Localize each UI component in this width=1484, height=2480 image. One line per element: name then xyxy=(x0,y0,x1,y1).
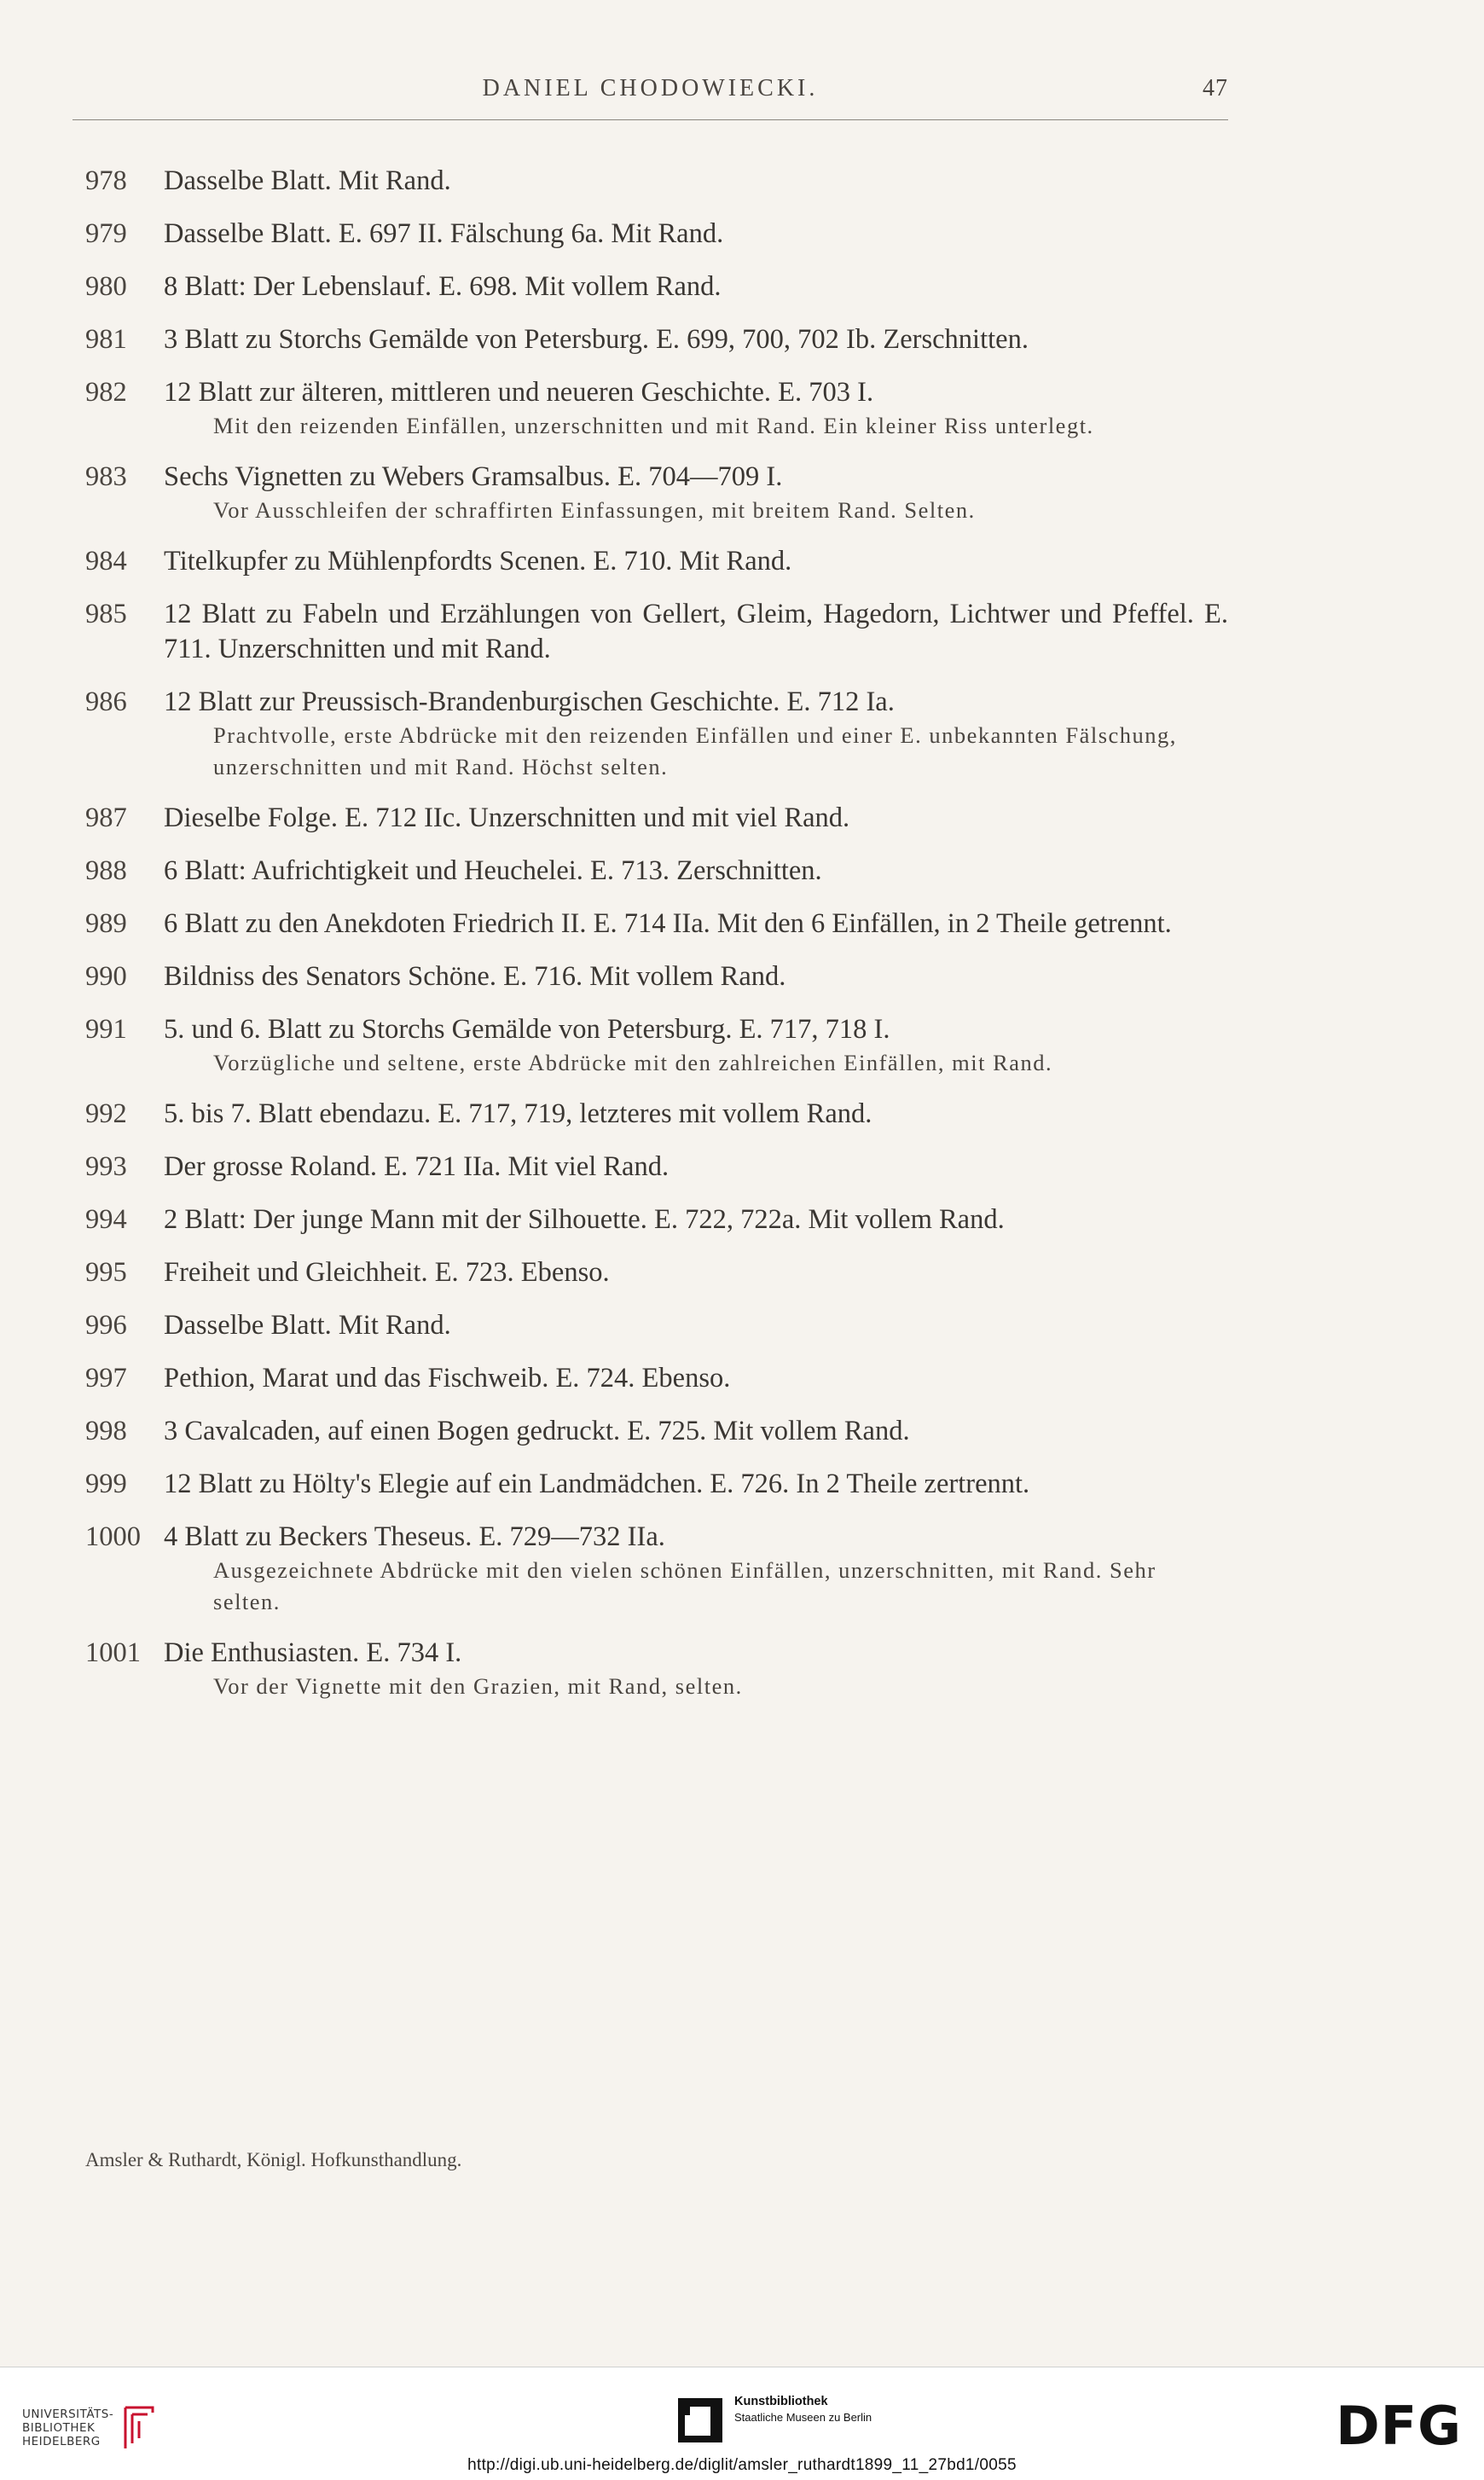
entry-description: 6 Blatt zu den Anekdoten Friedrich II. E. 714 IIa. Mit den 6 Einfällen, in 2 Theile getrennt. xyxy=(164,908,1172,939)
entry-number: 991 xyxy=(85,1014,127,1045)
entry-number: 982 xyxy=(85,377,127,408)
entry-description: Bildniss des Senators Schöne. E. 716. Mit vollem Rand. xyxy=(164,961,786,992)
entry-number: 979 xyxy=(85,218,127,249)
entry-description: 4 Blatt zu Beckers Theseus. E. 729—732 IIa. xyxy=(164,1521,665,1552)
catalogue-entry xyxy=(85,1520,1228,1618)
catalogue-entry xyxy=(85,801,1228,836)
entry-number: 980 xyxy=(85,271,127,302)
entry-note: Vorzügliche und seltene, erste Abdrücke mit den zahlreichen Einfällen, mit Rand. xyxy=(213,1050,1053,1075)
entry-description: Dieselbe Folge. E. 712 IIc. Unzerschnitten und mit viel Rand. xyxy=(164,803,850,833)
entry-description: Die Enthusiasten. E. 734 I. xyxy=(164,1637,462,1668)
running-head-title: DANIEL CHODOWIECKI. xyxy=(482,75,819,101)
entry-number: 978 xyxy=(85,165,127,196)
entry-note: Prachtvolle, erste Abdrücke mit den reizenden Einfällen und einer E. unbekannten Fälschung, unzerschnitten und mit Rand. Höchst selten. xyxy=(213,722,1177,779)
kunstbibliothek-name: Kunstbibliothek xyxy=(734,2395,828,2408)
entry-description: 6 Blatt: Aufrichtigkeit und Heuchelei. E. 713. Zerschnitten. xyxy=(164,855,822,886)
catalogue-entry xyxy=(85,1097,1228,1132)
catalogue-entry xyxy=(85,1202,1228,1237)
dfg-logo[interactable]: DFG xyxy=(1336,2395,1462,2457)
catalogue-entry xyxy=(85,1467,1228,1502)
catalogue-entry xyxy=(85,1636,1228,1702)
entry-number: 990 xyxy=(85,961,127,992)
entry-description: 3 Cavalcaden, auf einen Bogen gedruckt. E. 725. Mit vollem Rand. xyxy=(164,1416,910,1446)
header-rule xyxy=(72,119,1228,120)
entry-number: 987 xyxy=(85,803,127,833)
catalogue-entry xyxy=(85,907,1228,942)
entry-description: Pethion, Marat und das Fischweib. E. 724. Ebenso. xyxy=(164,1363,731,1394)
entry-description: 5. bis 7. Blatt ebendazu. E. 717, 719, letzteres mit vollem Rand. xyxy=(164,1098,872,1129)
catalogue-entry xyxy=(85,544,1228,579)
entry-number: 999 xyxy=(85,1469,127,1499)
catalogue-entries xyxy=(85,164,1228,1720)
entry-number: 995 xyxy=(85,1257,127,1288)
entry-number: 981 xyxy=(85,324,127,355)
entry-number: 998 xyxy=(85,1416,127,1446)
entry-number: 984 xyxy=(85,546,127,577)
source-url[interactable]: http://digi.ub.uni-heidelberg.de/diglit/amsler_ruthardt1899_11_27bd1/0055 xyxy=(467,2456,1017,2474)
entry-number: 986 xyxy=(85,687,127,717)
entry-description: Freiheit und Gleichheit. E. 723. Ebenso. xyxy=(164,1257,610,1288)
catalogue-entry xyxy=(85,1012,1228,1079)
entry-number: 994 xyxy=(85,1204,127,1235)
entry-description: 8 Blatt: Der Lebenslauf. E. 698. Mit vollem Rand. xyxy=(164,271,722,302)
entry-description: 12 Blatt zu Hölty's Elegie auf ein Landmädchen. E. 726. In 2 Theile zertrennt. xyxy=(164,1469,1030,1499)
entry-note: Mit den reizenden Einfällen, unzerschnitten und mit Rand. Ein kleiner Riss unterlegt. xyxy=(213,413,1094,438)
entry-description: Der grosse Roland. E. 721 IIa. Mit viel Rand. xyxy=(164,1151,670,1182)
catalogue-entry xyxy=(85,1361,1228,1396)
catalogue-entry xyxy=(85,854,1228,889)
entry-number: 983 xyxy=(85,461,127,492)
entry-number: 988 xyxy=(85,855,127,886)
entry-description: 12 Blatt zu Fabeln und Erzählungen von Gellert, Gleim, Hagedorn, Lichtwer und Pfeffel. E. 711. Unzerschnitten und mit Rand. xyxy=(164,599,1228,664)
entry-note: Ausgezeichnete Abdrücke mit den vielen schönen Einfällen, unzerschnitten, mit Rand. Sehr selten. xyxy=(213,1557,1156,1614)
kunstbibliothek-logo[interactable] xyxy=(678,2393,872,2442)
entry-description: 5. und 6. Blatt zu Storchs Gemälde von Petersburg. E. 717, 718 I. xyxy=(164,1014,890,1045)
catalogue-entry xyxy=(85,685,1228,783)
entry-description: 12 Blatt zur älteren, mittleren und neueren Geschichte. E. 703 I. xyxy=(164,377,874,408)
entry-number: 1000 xyxy=(85,1521,141,1552)
entry-description: Dasselbe Blatt. Mit Rand. xyxy=(164,1310,451,1341)
entry-description: Titelkupfer zu Mühlenpfordts Scenen. E. 710. Mit Rand. xyxy=(164,546,792,577)
catalogue-entry xyxy=(85,460,1228,526)
catalogue-entry xyxy=(85,217,1228,252)
university-logo-icon xyxy=(119,2406,161,2450)
catalogue-entry xyxy=(85,597,1228,667)
entry-description: 3 Blatt zu Storchs Gemälde von Petersburg. E. 699, 700, 702 Ib. Zerschnitten. xyxy=(164,324,1029,355)
catalogue-entry xyxy=(85,1255,1228,1290)
catalogue-entry xyxy=(85,1150,1228,1185)
entry-note: Vor der Vignette mit den Grazien, mit Rand, selten. xyxy=(213,1673,743,1699)
catalogue-entry xyxy=(85,322,1228,357)
publisher-footer: Amsler & Ruthardt, Königl. Hofkunsthandlung. xyxy=(85,2149,462,2170)
catalogue-entry xyxy=(85,959,1228,994)
entry-description: Dasselbe Blatt. Mit Rand. xyxy=(164,165,451,196)
kunstbibliothek-subtitle: Staatliche Museen zu Berlin xyxy=(734,2411,872,2424)
entry-number: 989 xyxy=(85,908,127,939)
catalogue-entry xyxy=(85,269,1228,304)
entry-description: Dasselbe Blatt. E. 697 II. Fälschung 6a. Mit Rand. xyxy=(164,218,724,249)
entry-number: 985 xyxy=(85,599,127,629)
entry-note: Vor Ausschleifen der schraffirten Einfassungen, mit breitem Rand. Selten. xyxy=(213,497,976,523)
entry-number: 993 xyxy=(85,1151,127,1182)
entry-description: Sechs Vignetten zu Webers Gramsalbus. E. 704—709 I. xyxy=(164,461,783,492)
entry-number: 996 xyxy=(85,1310,127,1341)
kunstbibliothek-icon xyxy=(678,2398,722,2442)
entry-number: 992 xyxy=(85,1098,127,1129)
catalogue-entry xyxy=(85,1414,1228,1449)
university-logo-text: UNIVERSITÄTS- BIBLIOTHEK HEIDELBERG xyxy=(22,2408,114,2448)
entry-number: 997 xyxy=(85,1363,127,1394)
entry-number: 1001 xyxy=(85,1637,141,1668)
catalogue-entry xyxy=(85,375,1228,442)
catalogue-entry xyxy=(85,164,1228,199)
entry-description: 2 Blatt: Der junge Mann mit der Silhouette. E. 722, 722a. Mit vollem Rand. xyxy=(164,1204,1005,1235)
university-library-logo[interactable] xyxy=(22,2406,161,2450)
page-number: 47 xyxy=(1203,75,1228,101)
catalogue-entry xyxy=(85,1308,1228,1343)
entry-description: 12 Blatt zur Preussisch-Brandenburgischen Geschichte. E. 712 Ia. xyxy=(164,687,895,717)
